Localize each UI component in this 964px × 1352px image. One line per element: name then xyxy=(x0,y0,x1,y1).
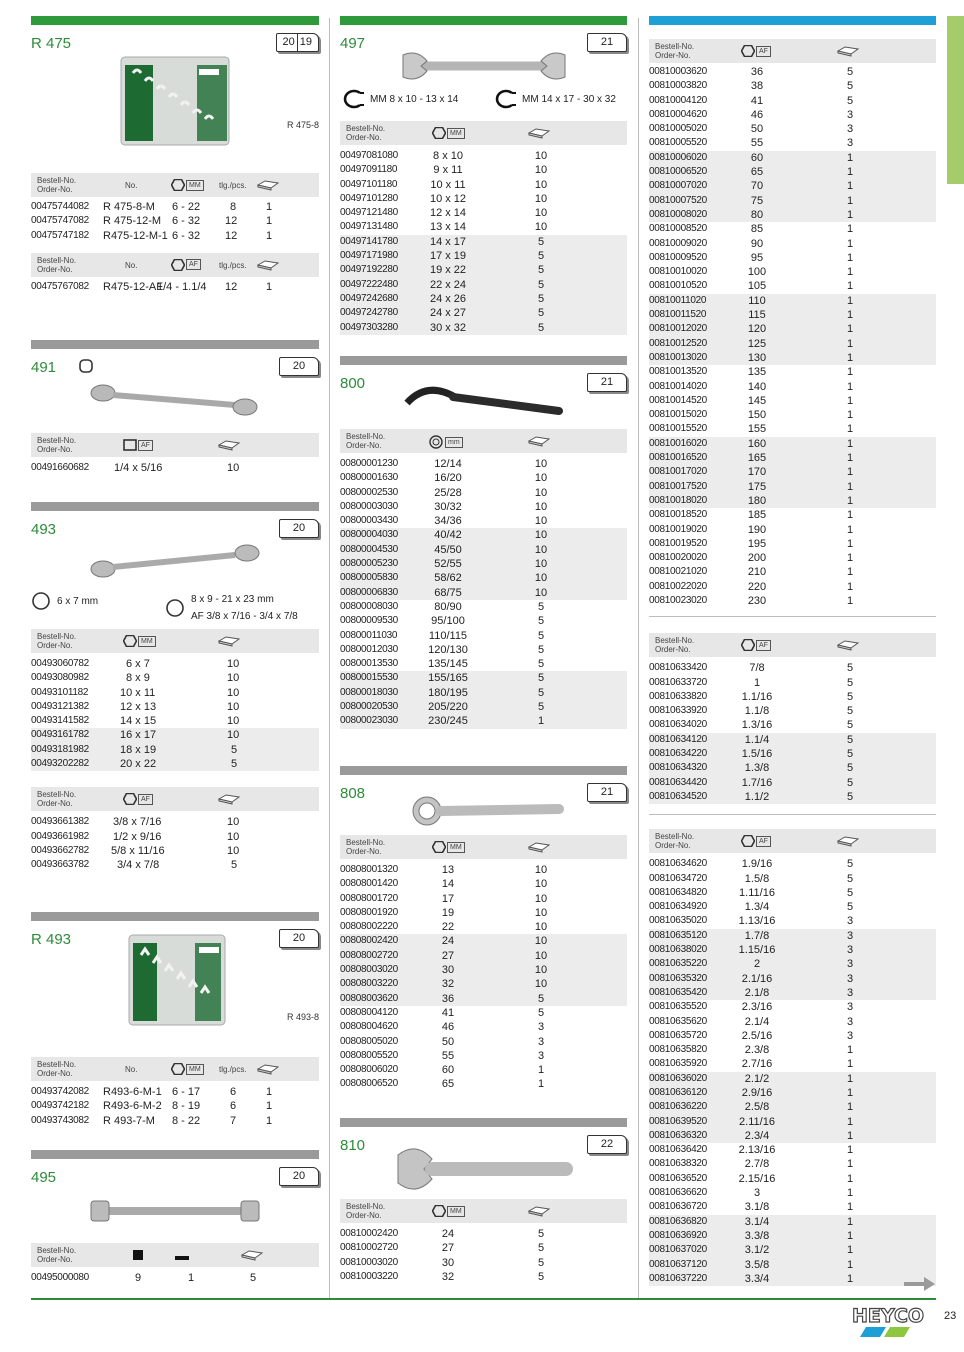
table-row: 00810635020 1.13/16 3 xyxy=(649,915,854,928)
table-row: 00810638320 2.7/8 1 xyxy=(649,1158,854,1171)
catalog-page-ref[interactable]: 20 xyxy=(279,1167,319,1186)
hex-mm-icon: MM xyxy=(432,127,465,139)
table-row: 00810005020 50 3 xyxy=(649,123,854,136)
table-row: 00810633420 7/8 5 xyxy=(649,662,854,675)
table-row: 00810634320 1.3/8 5 xyxy=(649,761,936,775)
table-row: 00810634020 1.3/16 5 xyxy=(649,719,854,732)
table-row: 00810019520 195 1 xyxy=(649,537,854,550)
table-row: 00493202282 20 x 22 5 xyxy=(31,757,319,771)
table-row: 00493080982 8 x 9 10 xyxy=(31,672,240,685)
ring-opening-icon xyxy=(165,598,185,618)
table-row: 00808002720 27 10 xyxy=(340,949,627,963)
next-page-arrow-icon[interactable] xyxy=(904,1276,936,1292)
table-row: 00810633720 1 5 xyxy=(649,676,854,689)
table-row: 00810017020 170 1 xyxy=(649,465,936,479)
table-row: 00810021020 210 1 xyxy=(649,566,854,579)
table-row: 00808006020 60 1 xyxy=(340,1064,545,1077)
column-middle xyxy=(340,16,627,1320)
table-row: 00808003020 30 10 xyxy=(340,963,627,977)
table-row: 00810003020 30 5 xyxy=(340,1256,545,1269)
hex-mm-icon: MM xyxy=(171,1063,204,1075)
section-title: 808 xyxy=(340,785,366,802)
table-row: 00800002530 25/28 10 xyxy=(340,486,548,499)
round-nut-icon: mm xyxy=(428,435,463,449)
column-right xyxy=(649,16,936,1286)
divider xyxy=(649,814,936,815)
table-row: 00808004120 41 5 xyxy=(340,1006,545,1019)
hex-mm-icon: MM xyxy=(123,635,156,647)
wrench-illustration xyxy=(31,379,319,425)
figure-caption: R 475-8 xyxy=(286,120,319,130)
ring-wrench-illustration xyxy=(340,791,627,827)
table-row: 00810636920 3.3/8 1 xyxy=(649,1229,936,1243)
packaging-icon xyxy=(837,835,859,849)
810-af-continued-table xyxy=(649,857,936,1286)
table-row: 00493663782 3/4 x 7/8 5 xyxy=(31,859,238,872)
section-bar xyxy=(340,16,627,25)
table-row: 00497242780 24 x 27 5 xyxy=(340,306,627,320)
table-row: 00810637020 3.1/2 1 xyxy=(649,1243,936,1257)
table-row: 00810006020 60 1 xyxy=(649,151,936,165)
section-title: 800 xyxy=(340,375,366,392)
table-row: 00497242680 24 x 26 5 xyxy=(340,292,627,306)
table-row: 00810636220 2.5/8 1 xyxy=(649,1100,936,1114)
section-bar xyxy=(31,912,319,921)
socket-icon xyxy=(78,358,94,374)
hex-af-icon: AF xyxy=(741,45,771,57)
table-row: 00475767082 R475-12-AF 1/4 - 1.1/4 12 1 xyxy=(31,280,273,293)
section-bar xyxy=(649,16,936,25)
column-divider xyxy=(329,18,330,1298)
table-row: 00808002220 22 10 xyxy=(340,921,548,934)
ring-opening-icon xyxy=(31,591,51,611)
table-row: 00800004030 40/42 10 xyxy=(340,528,627,542)
section-title: 495 xyxy=(31,1169,57,1186)
packaging-icon xyxy=(257,1063,279,1077)
table-row: 00810007520 75 1 xyxy=(649,194,936,208)
wrench-illustration xyxy=(31,541,319,587)
section-title: 810 xyxy=(340,1137,366,1154)
hex-af-icon: AF xyxy=(741,639,771,651)
table-row: 00800023030 230/245 1 xyxy=(340,714,627,728)
table-row: 00493121382 12 x 13 10 xyxy=(31,700,240,713)
table-row: 00808002420 24 10 xyxy=(340,934,627,948)
spec-line: 6 x 7 mm 8 x 9 - 21 x 23 mm AF 3/8 x 7/16 - 3/4 x 7/8 xyxy=(31,587,319,621)
section-bar xyxy=(340,1118,627,1127)
packaging-icon xyxy=(528,127,550,141)
table-row: 00810002720 27 5 xyxy=(340,1242,545,1255)
packaging-icon xyxy=(218,793,240,807)
table-row: 00810005520 55 3 xyxy=(649,137,854,150)
table-row: 00497141780 14 x 17 5 xyxy=(340,235,627,249)
table-row: 00800011030 110/115 5 xyxy=(340,629,545,642)
table-row: 00497131480 13 x 14 10 xyxy=(340,221,548,234)
table-row: 00497101280 10 x 12 10 xyxy=(340,192,548,205)
table-row: 00497303280 30 x 32 5 xyxy=(340,321,627,335)
810-mm-continued-table xyxy=(649,65,936,608)
table-row: 00493101182 10 x 11 10 xyxy=(31,686,240,699)
table-row: 00491660682 1/4 x 5/16 10 xyxy=(31,462,240,474)
table-row: 00808003220 32 10 xyxy=(340,977,627,991)
table-row: 00493141582 14 x 15 10 xyxy=(31,715,240,728)
table-header: Bestell-No. Order-No. MM xyxy=(340,1199,627,1223)
section-800 xyxy=(340,356,627,754)
packaging-icon xyxy=(218,635,240,649)
svg-text:HEYCO: HEYCO xyxy=(852,1305,925,1327)
hex-mm-icon: MM xyxy=(171,179,204,191)
page-number: 23 xyxy=(944,1310,957,1322)
table-row: 00495000080 9 1 5 xyxy=(31,1272,257,1284)
catalog-page-ref[interactable]: 20 xyxy=(279,519,319,538)
table-row: 00810003220 32 5 xyxy=(340,1270,545,1283)
table-header: Bestell-No. Order-No. AF xyxy=(31,787,319,811)
table-row: 00808001320 13 10 xyxy=(340,864,548,876)
table-row: 00808006520 65 1 xyxy=(340,1078,545,1091)
slogging-wrench-illustration xyxy=(340,1143,627,1191)
table-row: 00800003430 34/36 10 xyxy=(340,515,548,528)
491-table xyxy=(31,461,319,475)
table-row: 00810636420 2.13/16 1 xyxy=(649,1144,854,1157)
section-bar xyxy=(31,340,319,349)
spec-line: MM 8 x 10 - 13 x 14 MM 14 x 17 - 30 x 32 xyxy=(340,85,627,113)
810-af-table xyxy=(649,661,936,804)
table-row: 00810013020 130 1 xyxy=(649,351,936,365)
catalog-page-ref[interactable]: 21 xyxy=(587,373,627,392)
table-header: Bestell-No. Order-No. mm xyxy=(340,429,627,453)
table-row: 00493743082 R 493-7-M 8 - 22 7 1 xyxy=(31,1114,273,1127)
table-row: 00800012030 120/130 5 xyxy=(340,643,545,656)
table-header: Bestell-No. Order-No. MM xyxy=(31,629,319,653)
table-header: Bestell-No. Order-No. AF xyxy=(31,433,319,457)
hex-af-icon: AF xyxy=(123,793,153,805)
catalog-page-ref[interactable]: 22 xyxy=(587,1135,627,1154)
table-row: 00800008030 80/90 5 xyxy=(340,600,545,613)
table-row: 00810636020 2.1/2 1 xyxy=(649,1072,936,1086)
section-title: 493 xyxy=(31,521,57,538)
table-row: 00810634220 1.5/16 5 xyxy=(649,747,936,761)
table-row: 00800005830 58/62 10 xyxy=(340,571,627,585)
table-row: 00810022020 220 1 xyxy=(649,580,854,593)
497-table xyxy=(340,149,627,335)
section-bar xyxy=(31,16,319,25)
table-row: 00810635320 2.1/16 3 xyxy=(649,972,936,986)
figure-caption: R 493-8 xyxy=(286,1012,319,1022)
table-row: 00497121480 12 x 14 10 xyxy=(340,207,548,220)
table-row: 00810633920 1.1/8 5 xyxy=(649,705,854,718)
table-row: 00493161782 16 x 17 10 xyxy=(31,728,319,742)
table-row: 00497101180 10 x 11 10 xyxy=(340,178,548,191)
table-row: 00493742082 R493-6-M-1 6 - 17 6 1 xyxy=(31,1086,273,1098)
table-row: 00810635620 2.1/4 3 xyxy=(649,1015,854,1028)
table-row: 00493662782 5/8 x 11/16 10 xyxy=(31,844,240,857)
table-row: 00810012520 125 1 xyxy=(649,337,936,351)
table-row: 00810634620 1.9/16 5 xyxy=(649,858,854,871)
table-header: Bestell-No. Order-No. No. MM tlg./pcs. xyxy=(31,1057,319,1081)
packaging-icon xyxy=(837,45,859,59)
810-table xyxy=(340,1227,627,1284)
hex-af-icon: AF xyxy=(171,259,201,271)
table-row: 00810634820 1.11/16 5 xyxy=(649,886,854,899)
section-bar xyxy=(340,766,627,775)
table-row: 00810634520 1.1/2 5 xyxy=(649,790,936,804)
flare-opening-icon xyxy=(492,89,516,109)
hex-mm-icon: MM xyxy=(432,1205,465,1217)
square-af-icon: AF xyxy=(123,439,153,451)
table-header: Bestell-No. Order-No. xyxy=(31,1243,319,1267)
table-row: 00810018020 180 1 xyxy=(649,494,936,508)
table-row: 00808005020 50 3 xyxy=(340,1035,545,1048)
table-row: 00810013520 135 1 xyxy=(649,366,854,379)
column-divider xyxy=(638,18,639,1298)
wrench-illustration xyxy=(340,49,627,85)
table-row: 00810023020 230 1 xyxy=(649,594,854,607)
table-row: 00808001420 14 10 xyxy=(340,878,548,891)
table-row: 00810635720 2.5/16 3 xyxy=(649,1029,854,1042)
table-row: 00493742182 R493-6-M-2 8 - 19 6 1 xyxy=(31,1100,273,1113)
table-row: 00800013530 135/145 5 xyxy=(340,658,545,671)
table-row: 00810010520 105 1 xyxy=(649,280,854,293)
table-row: 00810635220 2 3 xyxy=(649,957,936,971)
section-bar xyxy=(31,502,319,511)
table-row: 00800001230 12/14 10 xyxy=(340,458,548,470)
808-table xyxy=(340,863,627,1092)
section-493 xyxy=(31,502,319,900)
table-row: 00808004620 46 3 xyxy=(340,1021,545,1034)
section-title: 491 xyxy=(31,357,319,379)
table-row: 00810636820 3.1/4 1 xyxy=(649,1215,936,1229)
table-row: 00800006830 68/75 10 xyxy=(340,586,627,600)
table-row: 00493181982 18 x 19 5 xyxy=(31,743,319,757)
table-row: 00800005230 52/55 10 xyxy=(340,557,627,571)
495-table xyxy=(31,1271,319,1285)
table-row: 00810636520 2.15/16 1 xyxy=(649,1172,854,1185)
catalog-page-ref[interactable]: 20 xyxy=(279,357,319,376)
table-row: 00810017520 175 1 xyxy=(649,480,936,494)
table-row: 00497081080 8 x 10 10 xyxy=(340,150,548,162)
table-row: 00800001630 16/20 10 xyxy=(340,472,548,485)
table-row: 00800004530 45/50 10 xyxy=(340,543,627,557)
table-row: 00810019020 190 1 xyxy=(649,523,854,536)
table-row: 00810009520 95 1 xyxy=(649,251,854,264)
section-bar xyxy=(31,1150,319,1159)
table-row: 00810634920 1.3/4 5 xyxy=(649,901,854,914)
packaging-icon xyxy=(218,439,240,453)
493-mm-table xyxy=(31,657,319,771)
table-row: 00497171980 17 x 19 5 xyxy=(340,249,627,263)
table-row: 00810638020 1.15/16 3 xyxy=(649,943,936,957)
table-row: 00810002420 24 5 xyxy=(340,1228,545,1240)
table-row: 00810636620 3 1 xyxy=(649,1187,854,1200)
table-row: 00497192280 19 x 22 5 xyxy=(340,263,627,277)
table-row: 00800015530 155/165 5 xyxy=(340,671,627,685)
table-row: 00810008020 80 1 xyxy=(649,208,936,222)
table-row: 00808001920 19 10 xyxy=(340,906,548,919)
table-row: 00810008520 85 1 xyxy=(649,223,854,236)
packaging-icon xyxy=(241,1249,263,1263)
table-row: 00800003030 30/32 10 xyxy=(340,500,548,513)
table-row: 00800020530 205/220 5 xyxy=(340,700,627,714)
section-497 xyxy=(340,16,627,344)
table-row: 00810016020 160 1 xyxy=(649,437,936,451)
table-row: 00810635820 2.3/8 1 xyxy=(649,1044,854,1057)
tool-roll-illustration xyxy=(31,933,319,1029)
r475-af-table xyxy=(31,280,319,294)
table-row: 00810014020 140 1 xyxy=(649,380,854,393)
flare-opening-icon xyxy=(340,89,364,109)
table-row: 00808003620 36 5 xyxy=(340,992,627,1006)
square-drive-icon xyxy=(133,1250,143,1262)
table-row: 00810007020 70 1 xyxy=(649,179,936,193)
table-row: 00475744082 R 475-8-M 6 - 22 8 1 xyxy=(31,201,273,213)
packaging-icon xyxy=(528,841,550,855)
table-row: 00475747182 R475-12-M-1 6 - 32 12 1 xyxy=(31,229,273,242)
table-row: 00810018520 185 1 xyxy=(649,509,854,522)
catalog-page-ref[interactable]: 20 xyxy=(279,929,319,948)
table-row: 00810633820 1.1/16 5 xyxy=(649,690,854,703)
table-row: 00810011020 110 1 xyxy=(649,294,936,308)
table-row: 00810636120 2.9/16 1 xyxy=(649,1086,936,1100)
table-header: Bestell-No. Order-No. No. AF tlg./pcs. xyxy=(31,253,319,277)
table-header: Bestell-No. Order-No. AF xyxy=(649,829,936,853)
table-row: 00810635420 2.1/8 3 xyxy=(649,986,936,1000)
table-row: 00810016520 165 1 xyxy=(649,451,936,465)
hex-mm-icon: MM xyxy=(432,841,465,853)
table-row: 00810635120 1.7/8 3 xyxy=(649,929,936,943)
r493-table xyxy=(31,1085,319,1128)
packaging-icon xyxy=(528,435,550,449)
table-header: Bestell-No. Order-No. AF xyxy=(649,39,936,63)
catalog-page-ref[interactable]: 20 19 xyxy=(276,33,320,52)
section-r475 xyxy=(31,16,319,328)
footer-rule xyxy=(31,1298,936,1300)
table-header: Bestell-No. Order-No. AF xyxy=(649,633,936,657)
table-row: 00493661982 1/2 x 9/16 10 xyxy=(31,830,240,843)
table-row: 00808005520 55 3 xyxy=(340,1049,545,1062)
table-row: 00800009530 95/100 5 xyxy=(340,615,545,628)
section-r493 xyxy=(31,912,319,1138)
table-row: 00810634420 1.7/16 5 xyxy=(649,776,936,790)
table-row: 00810635520 2.3/16 3 xyxy=(649,1001,854,1014)
table-row: 00808001720 17 10 xyxy=(340,892,548,905)
table-row: 00810639520 2.11/16 1 xyxy=(649,1115,936,1129)
800-table xyxy=(340,457,627,729)
table-header: Bestell-No. Order-No. MM xyxy=(340,121,627,145)
section-bar xyxy=(340,356,627,365)
table-row: 00810637220 3.3/4 1 xyxy=(649,1272,936,1286)
divider xyxy=(649,616,936,617)
table-row: 00810004120 41 5 xyxy=(649,94,854,107)
493-af-table xyxy=(31,815,319,872)
section-tab-flag xyxy=(947,16,964,184)
table-row: 00493661382 3/8 x 7/16 10 xyxy=(31,816,240,829)
table-row: 00493060782 6 x 7 10 xyxy=(31,658,240,670)
table-row: 00810006520 65 1 xyxy=(649,165,936,179)
wrench-illustration xyxy=(31,1189,319,1235)
catalog-page-ref[interactable]: 21 xyxy=(587,783,627,802)
table-row: 00497222480 22 x 24 5 xyxy=(340,278,627,292)
section-495 xyxy=(31,1150,319,1290)
catalog-page-ref[interactable]: 21 xyxy=(587,33,627,52)
hex-af-icon: AF xyxy=(741,835,771,847)
table-row: 00810636320 2.3/4 1 xyxy=(649,1129,936,1143)
table-row: 00810003620 36 5 xyxy=(649,66,854,78)
section-title: 497 xyxy=(340,35,366,52)
table-row: 00810011520 115 1 xyxy=(649,308,936,322)
heyco-logo xyxy=(852,1304,936,1338)
table-row: 00810004620 46 3 xyxy=(649,108,854,121)
table-row: 00810012020 120 1 xyxy=(649,322,936,336)
table-row: 00810636720 3.1/8 1 xyxy=(649,1201,854,1214)
table-row: 00810634720 1.5/8 5 xyxy=(649,872,854,885)
table-row: 00800018030 180/195 5 xyxy=(340,686,627,700)
section-title: R 493 xyxy=(31,931,72,948)
table-header: Bestell-No. Order-No. MM xyxy=(340,835,627,859)
table-row: 00810634120 1.1/4 5 xyxy=(649,733,936,747)
section-491 xyxy=(31,340,319,490)
table-row: 00497091180 9 x 11 10 xyxy=(340,164,548,177)
table-row: 00810009020 90 1 xyxy=(649,237,854,250)
section-808 xyxy=(340,766,627,1106)
tool-roll-illustration xyxy=(31,55,319,151)
table-row: 00810003820 38 5 xyxy=(649,80,854,93)
table-header: Bestell-No. Order-No. No. MM tlg./pcs. xyxy=(31,173,319,197)
table-row: 00810637120 3.5/8 1 xyxy=(649,1258,936,1272)
section-810 xyxy=(340,1118,627,1308)
column-left xyxy=(31,16,319,1302)
packaging-icon xyxy=(257,259,279,273)
table-row: 00810015520 155 1 xyxy=(649,423,854,436)
hook-spanner-illustration xyxy=(340,381,627,421)
packaging-icon xyxy=(837,639,859,653)
packaging-icon xyxy=(257,179,279,193)
bar-icon xyxy=(175,1253,189,1262)
section-title: R 475 xyxy=(31,35,72,52)
table-row: 00810635920 2.7/16 1 xyxy=(649,1058,854,1071)
table-row: 00810014520 145 1 xyxy=(649,394,854,407)
table-row: 00475747082 R 475-12-M 6 - 32 12 1 xyxy=(31,215,273,228)
table-row: 00810015020 150 1 xyxy=(649,409,854,422)
table-row: 00810020020 200 1 xyxy=(649,552,854,565)
r475-mm-table xyxy=(31,200,319,243)
packaging-icon xyxy=(528,1205,550,1219)
table-row: 00810010020 100 1 xyxy=(649,266,854,279)
